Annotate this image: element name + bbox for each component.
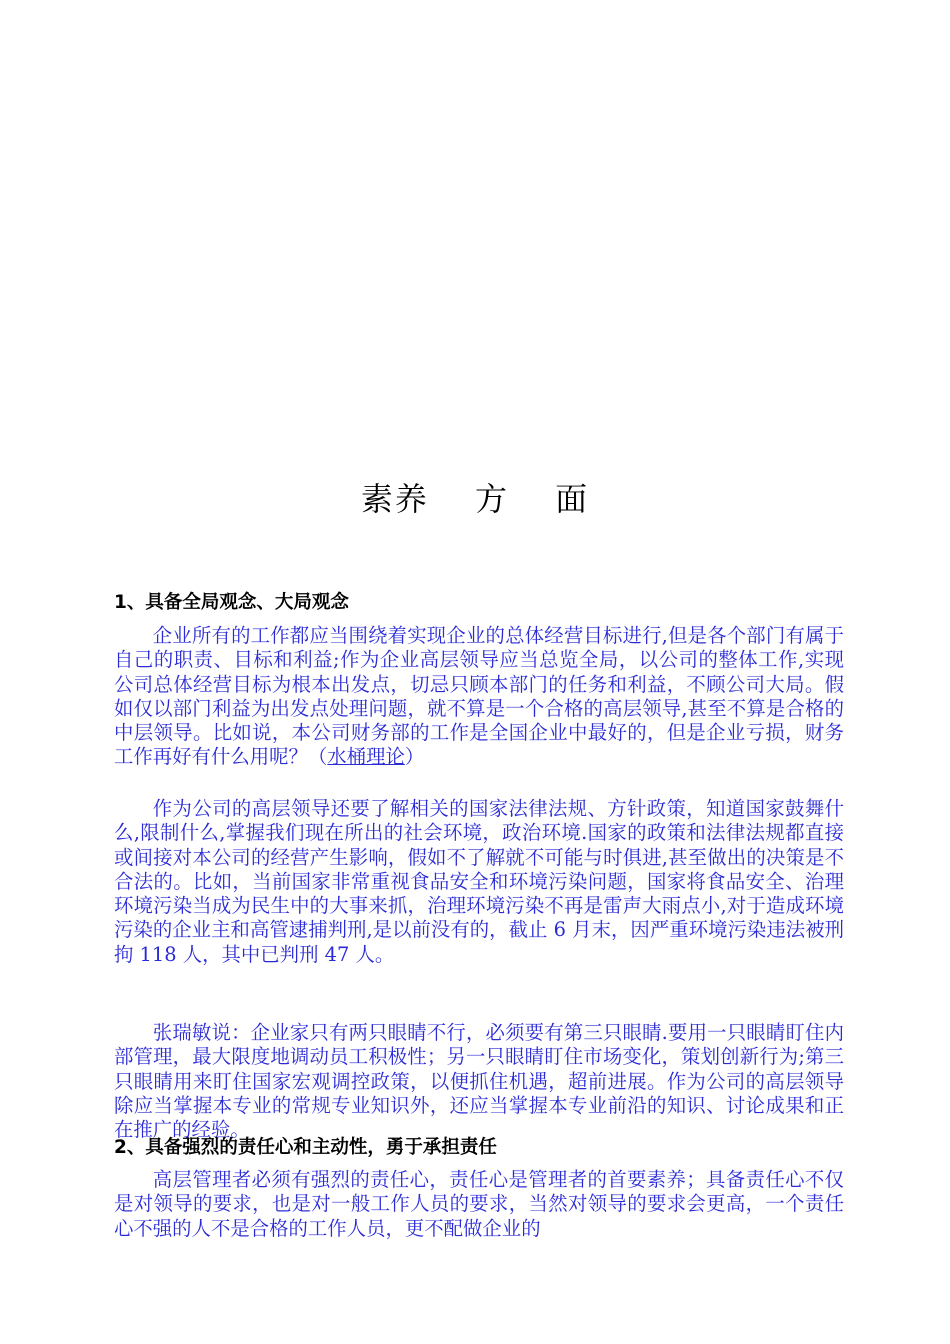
section-heading-2: 2、具备强烈的责任心和主动性，勇于承担责任 [114,1137,497,1158]
paragraph-suffix: ） [404,745,425,769]
section-heading-1: 1、具备全局观念、大局观念 [114,592,349,613]
document-title: 素养 方 面 [360,480,590,518]
paragraph: 张瑞敏说：企业家只有两只眼睛不行，必须要有第三只眼睛.要用一只眼睛盯住内部管理，最大限度地调动员工积极性；另一只眼睛盯住市场变化，策划创新行为;第三只眼睛用来盯住国家宏观调控政策，以便抓住机遇，超前进展。作为公司的高层领导除应当掌握本专业的常规专业知识外，还应当掌握本专业前沿的知识、讨论成果和正在推广的经验。 [114,1021,844,1142]
paragraph: 高层管理者必须有强烈的责任心，责任心是管理者的首要素养；具备责任心不仅是对领导的要求，也是对一般工作人员的要求，当然对领导的要求会更高，一个责任心不强的人不是合格的工作人员，更不配做企业的 [114,1168,844,1240]
paragraph [114,624,844,770]
water-bucket-theory-link[interactable]: 水桶理论 [327,745,405,769]
paragraph: 作为公司的高层领导还要了解相关的国家法律法规、方针政策，知道国家鼓舞什么,限制什么,掌握我们现在所出的社会环境，政治环境.国家的政策和法律法规都直接或间接对本公司的经营产生影响，假如不了解就不可能与时俱进,甚至做出的决策是不合法的。比如，当前国家非常重视食品安全和环境污染问题，国家将食品安全、治理环境污染当成为民生中的大事来抓，治理环境污染不再是雷声大雨点小,对于造成环境污染的企业主和高管逮捕判刑,是以前没有的，截止 6 月末，因严重环境污染违法被刑拘 118 人，其中已判刑 47 人。 [114,797,844,966]
paragraph-text: 企业所有的工作都应当围绕着实现企业的总体经营目标进行,但是各个部门有属于自己的职责、目标和利益;作为企业高层领导应当总览全局，以公司的整体工作,实现公司总体经营目标为根本出发点，切忌只顾本部门的任务和利益，不顾公司大局。假如仅以部门利益为出发点处理问题，就不算是一个合格的高层领导,甚至不算是合格的中层领导。比如说，本公司财务部的工作是全国企业中最好的，但是企业亏损，财务工作再好有什么用呢？（ [114,624,844,769]
